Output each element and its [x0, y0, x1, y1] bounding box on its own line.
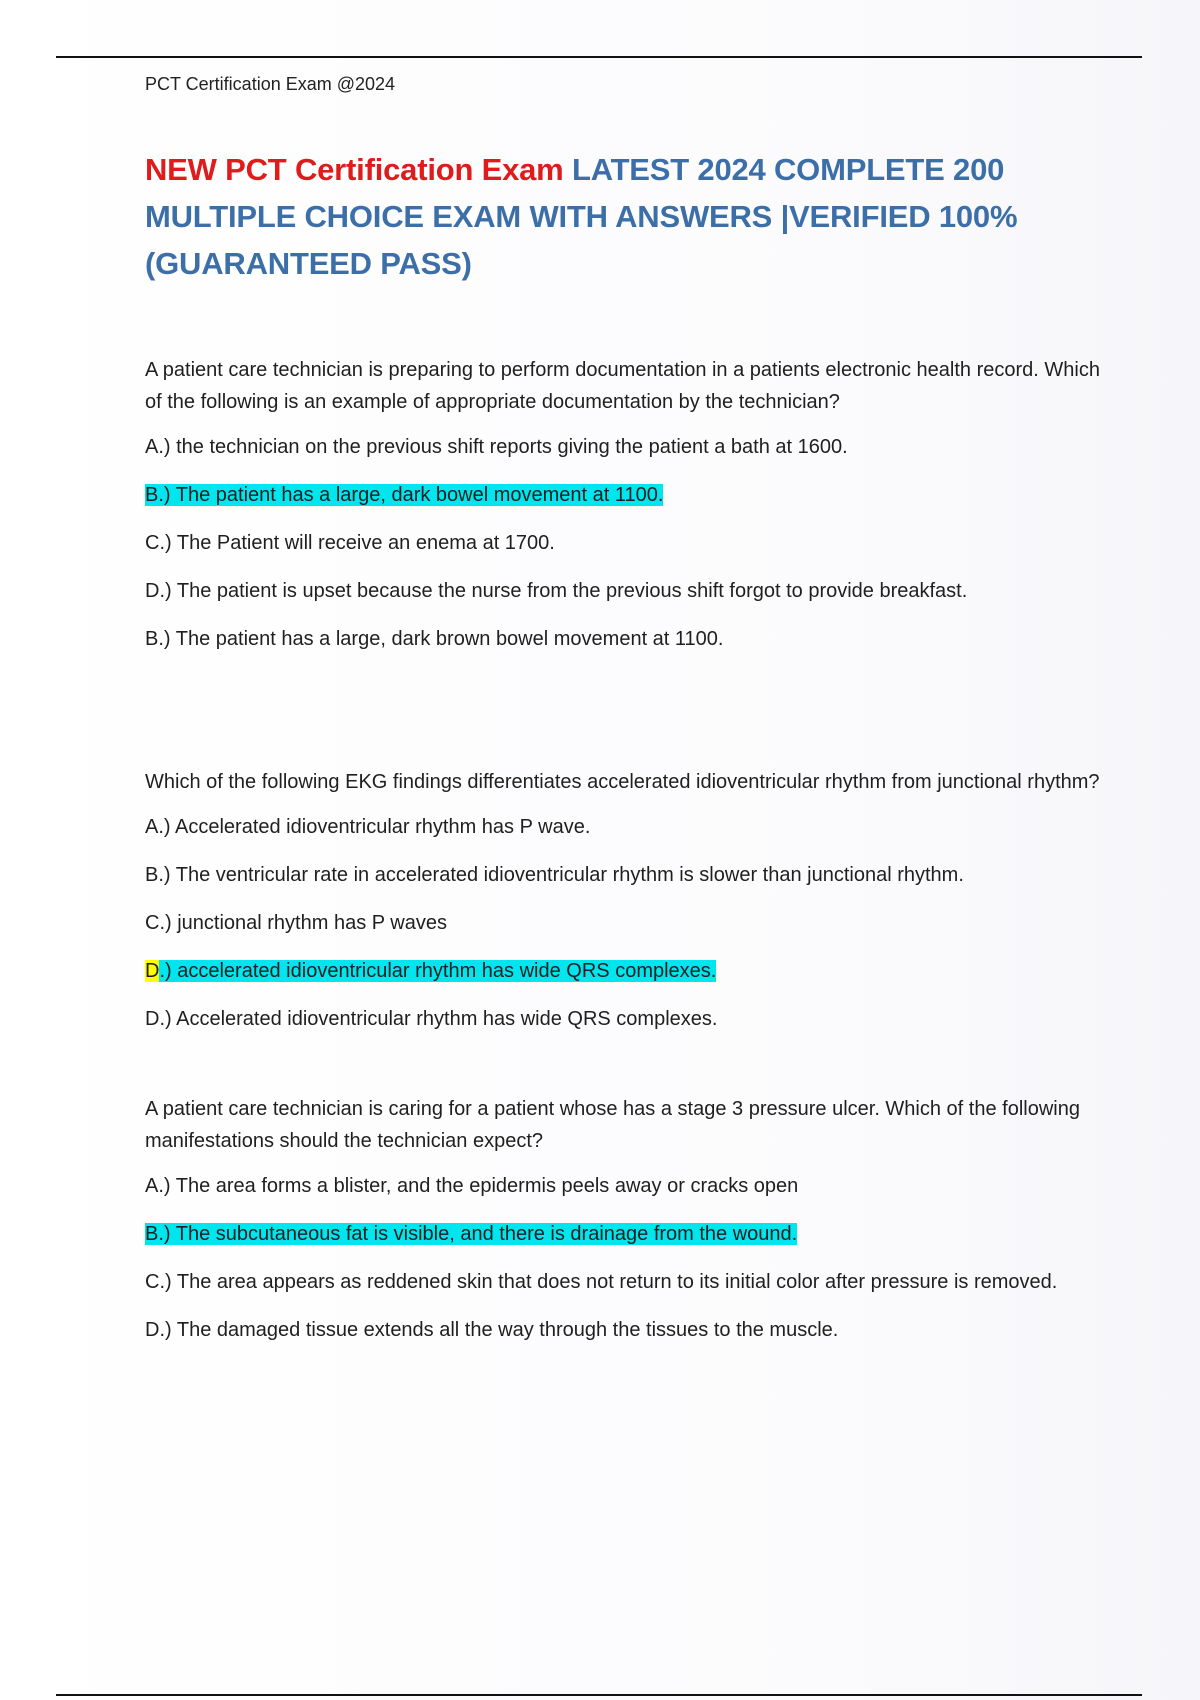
question-text: Which of the following EKG findings differentiates accelerated idioventricular rhythm from junctional rhythm? — [145, 771, 1100, 793]
question-list — [145, 354, 1105, 1362]
question-text: A patient care technician is preparing to perform documentation in a patients electronic health record. Which of the following is an example of appropriate documentation by the technician? — [145, 359, 1100, 413]
option-d-highlighted — [145, 955, 1105, 987]
answer-highlight: .) accelerated idioventricular rhythm has wide QRS complexes. — [159, 960, 717, 982]
answer-line: D.) Accelerated idioventricular rhythm has wide QRS complexes. — [145, 1008, 718, 1030]
option-c: C.) The area appears as reddened skin that does not return to its initial color after pressure is removed. — [145, 1271, 1058, 1293]
question-text: A patient care technician is caring for a patient whose has a stage 3 pressure ulcer. Which of the following manifestations should the technician expect? — [145, 1098, 1080, 1152]
question-block-2 — [145, 766, 1105, 1035]
option-b-highlighted — [145, 1218, 1105, 1250]
answer-line: B.) The patient has a large, dark brown bowel movement at 1100. — [145, 628, 724, 650]
option-d: D.) The damaged tissue extends all the way through the tissues to the muscle. — [145, 1319, 839, 1341]
question-block-1 — [145, 354, 1105, 655]
option-c: C.) The Patient will receive an enema at 1700. — [145, 532, 555, 554]
title-blue-part: LATEST 2024 COMPLETE 200 MULTIPLE CHOICE EXAM WITH ANSWERS |VERIFIED 100% (GUARANTEED PASS) — [145, 152, 1018, 281]
question-block-3 — [145, 1093, 1105, 1346]
header-rule — [56, 56, 1142, 58]
option-c: C.) junctional rhythm has P waves — [145, 912, 447, 934]
answer-highlight: B.) The patient has a large, dark bowel movement at 1100. — [145, 484, 664, 506]
footer-rule — [56, 1694, 1142, 1696]
option-b-highlighted — [145, 479, 1105, 511]
document-title — [145, 146, 1065, 287]
option-d: D.) The patient is upset because the nurse from the previous shift forgot to provide breakfast. — [145, 580, 968, 602]
title-red-part: NEW PCT Certification Exam — [145, 152, 572, 187]
running-header: PCT Certification Exam @2024 — [145, 74, 396, 94]
option-b: B.) The ventricular rate in accelerated idioventricular rhythm is slower than junctional rhythm. — [145, 864, 964, 886]
option-a: A.) the technician on the previous shift reports giving the patient a bath at 1600. — [145, 436, 848, 458]
answer-highlight-letter: D — [145, 960, 160, 982]
answer-highlight: B.) The subcutaneous fat is visible, and there is drainage from the wound. — [145, 1223, 798, 1245]
option-a: A.) Accelerated idioventricular rhythm has P wave. — [145, 816, 591, 838]
option-a: A.) The area forms a blister, and the epidermis peels away or cracks open — [145, 1175, 799, 1197]
